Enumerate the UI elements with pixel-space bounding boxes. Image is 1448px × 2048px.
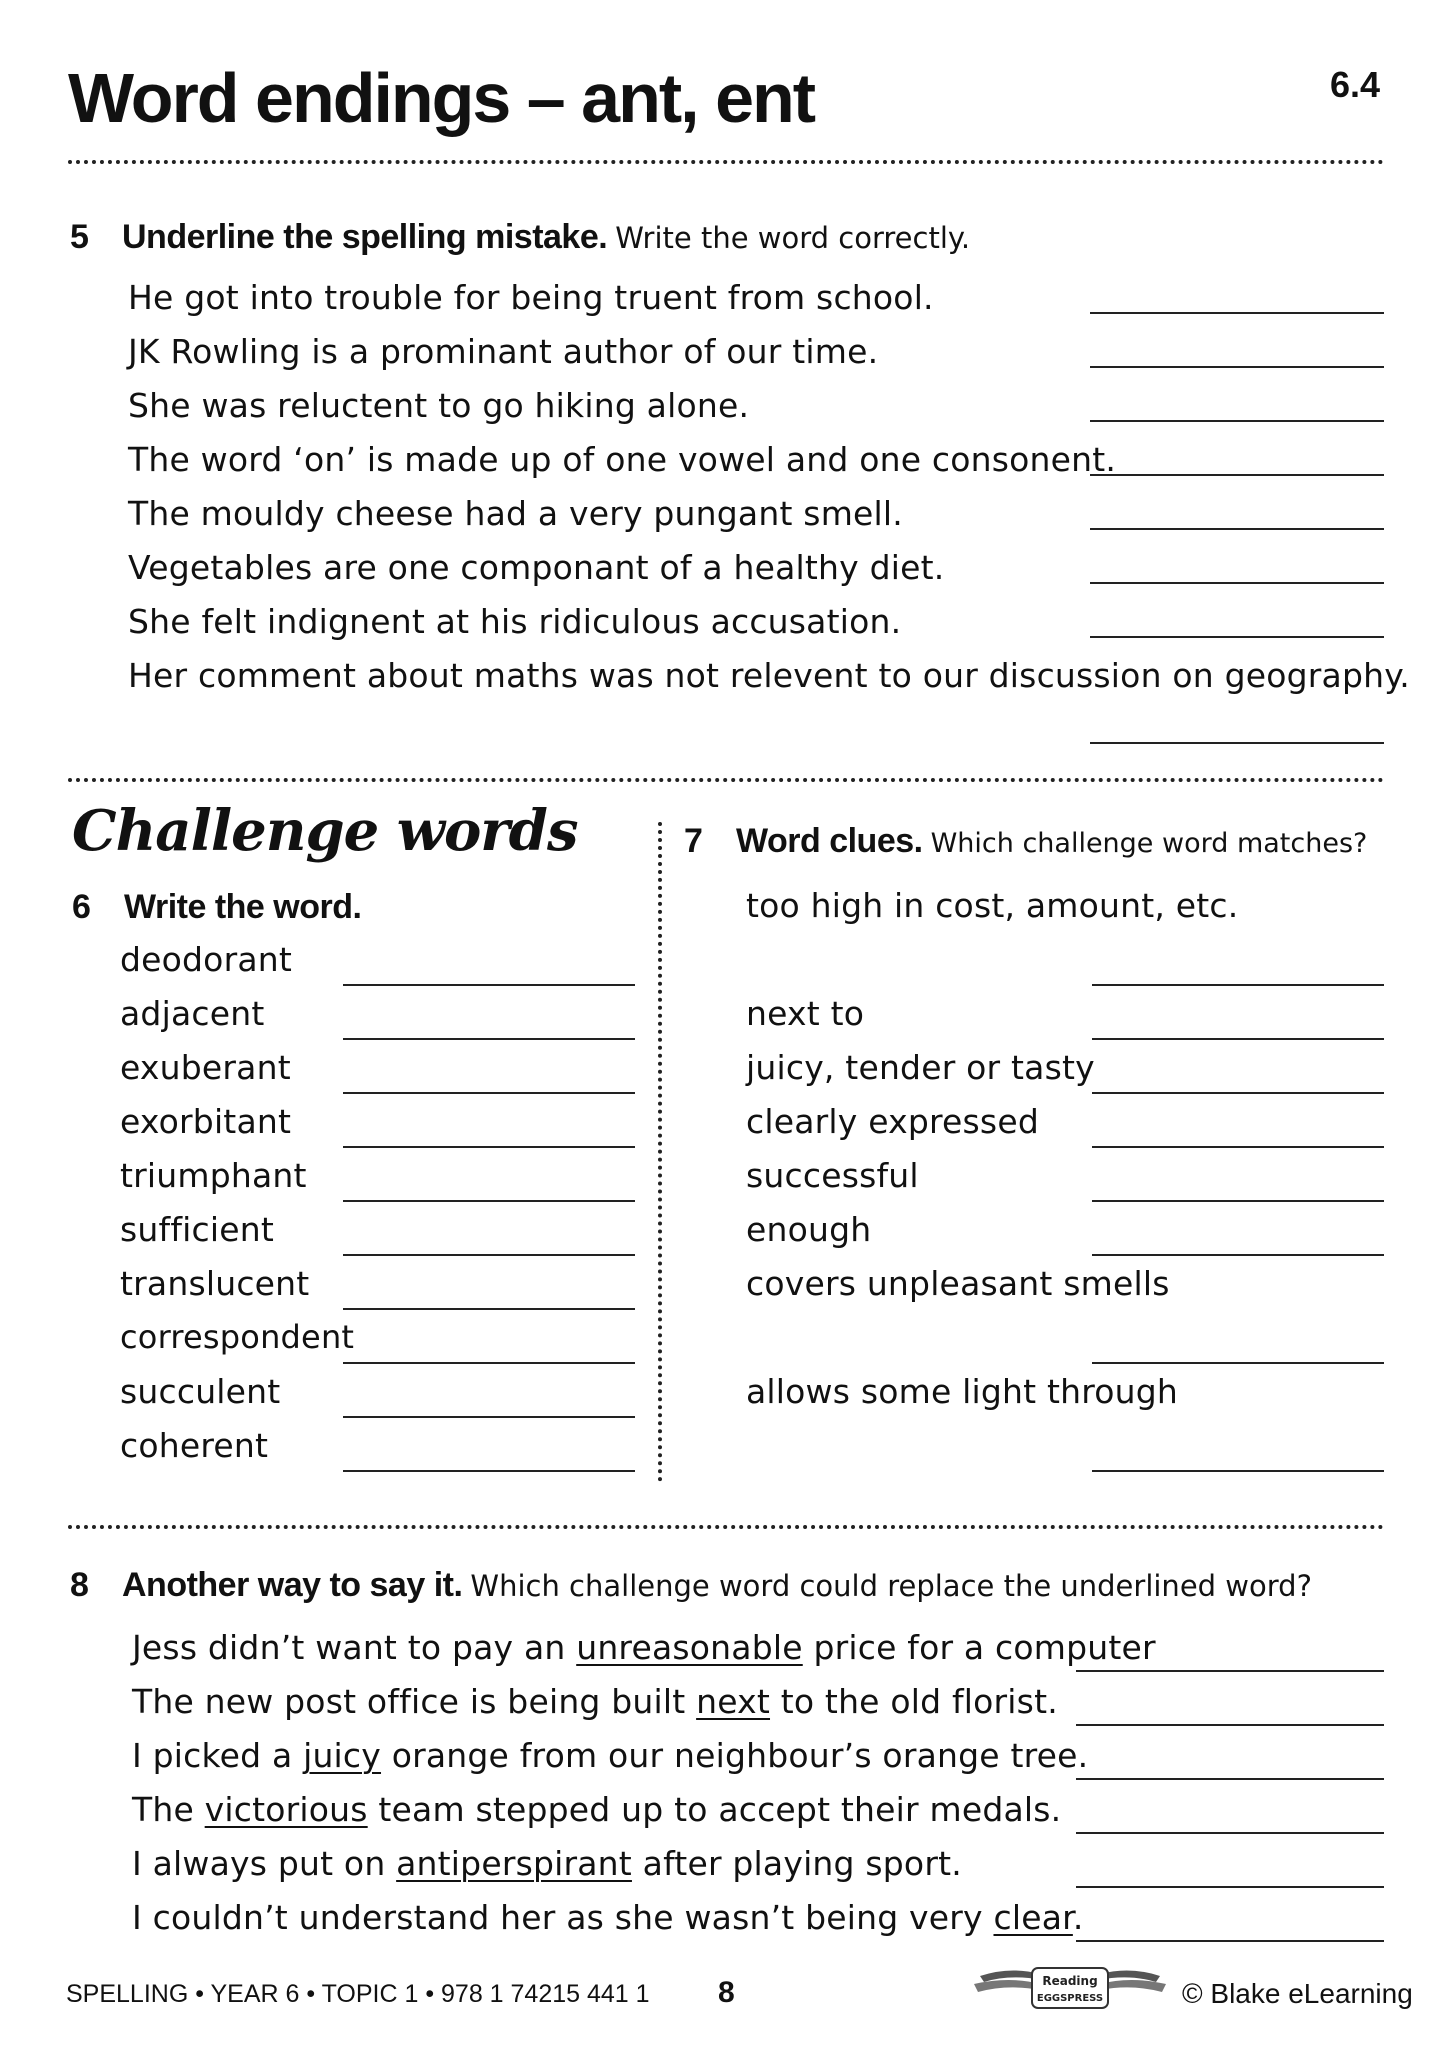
word-clue: enough (746, 1210, 872, 1249)
q8-sentence (132, 1736, 1088, 1775)
underlined-word: clear (993, 1898, 1073, 1937)
underlined-word: antiperspirant (396, 1844, 632, 1883)
question-7-heading (684, 822, 1367, 861)
divider (68, 160, 1384, 164)
answer-line[interactable] (1076, 1832, 1384, 1834)
answer-line[interactable] (343, 1200, 635, 1202)
challenge-word: triumphant (120, 1156, 307, 1195)
sentence-text: I picked a (132, 1736, 304, 1775)
sentence-text: price for a computer (802, 1628, 1156, 1667)
underlined-word: victorious (204, 1790, 368, 1829)
question-title: Write the word. (124, 888, 362, 926)
answer-line[interactable] (343, 984, 635, 986)
word-clue: next to (746, 994, 865, 1033)
q8-sentence (132, 1682, 1058, 1721)
answer-line[interactable] (1090, 582, 1384, 584)
sentence-text: Jess didn’t want to pay an (132, 1628, 577, 1667)
footer-series: SPELLING • YEAR 6 • TOPIC 1 • 978 1 74215 441 1 (66, 1980, 650, 2008)
answer-line[interactable] (1076, 1724, 1384, 1726)
sentence-text: I always put on (132, 1844, 397, 1883)
word-clue: covers unpleasant smells (746, 1264, 1170, 1303)
question-number: 8 (70, 1566, 89, 1604)
challenge-word: coherent (120, 1426, 269, 1465)
word-clue: too high in cost, amount, etc. (746, 886, 1239, 925)
page-title: Word endings – ant, ent (68, 59, 815, 137)
answer-line[interactable] (1092, 1146, 1384, 1148)
answer-line[interactable] (1090, 528, 1384, 530)
question-instruction: Write the word correctly. (615, 221, 971, 255)
answer-line[interactable] (343, 1308, 635, 1310)
answer-line[interactable] (343, 1092, 635, 1094)
question-number: 5 (70, 218, 89, 256)
word-clue: clearly expressed (746, 1102, 1039, 1141)
question-number: 7 (684, 822, 703, 860)
challenge-heading: Challenge words (72, 798, 578, 864)
q8-sentence (132, 1790, 1061, 1829)
answer-line[interactable] (1090, 636, 1384, 638)
question-8-heading (70, 1566, 1312, 1605)
sentence-text: The (132, 1790, 205, 1829)
answer-line[interactable] (343, 1038, 635, 1040)
copyright: © Blake eLearning (1182, 1978, 1413, 2009)
sentence-text: team stepped up to accept their medals. (367, 1790, 1062, 1829)
lesson-code: 6.4 (1329, 64, 1380, 105)
question-instruction: Which challenge word matches? (930, 828, 1368, 859)
answer-line[interactable] (1076, 1886, 1384, 1888)
sentence-text: orange from our neighbour’s orange tree. (381, 1736, 1089, 1775)
q8-sentence (132, 1628, 1156, 1667)
word-clue: allows some light through (746, 1372, 1179, 1411)
sentence-text: . (1072, 1898, 1084, 1937)
answer-line[interactable] (1092, 1362, 1384, 1364)
answer-line[interactable] (1092, 1092, 1384, 1094)
challenge-word: correspondent (120, 1318, 355, 1356)
answer-line[interactable] (1090, 420, 1384, 422)
answer-line[interactable] (1092, 1038, 1384, 1040)
q5-sentence: Her comment about maths was not relevent to our discussion on geography. (128, 656, 1410, 695)
answer-line[interactable] (1076, 1670, 1384, 1672)
question-6-heading (72, 888, 361, 927)
question-number: 6 (72, 888, 91, 926)
question-title: Word clues. (736, 822, 923, 860)
q5-sentence: She was reluctent to go hiking alone. (128, 386, 750, 425)
challenge-word: deodorant (120, 940, 293, 979)
answer-line[interactable] (1092, 1254, 1384, 1256)
q8-sentence (132, 1844, 962, 1883)
question-instruction: Which challenge word could replace the underlined word? (470, 1569, 1312, 1603)
question-5-heading (70, 218, 970, 257)
sentence-text: after playing sport. (631, 1844, 962, 1883)
answer-line[interactable] (1090, 474, 1384, 476)
q5-sentence: JK Rowling is a prominant author of our time. (128, 332, 879, 371)
q5-sentence: The mouldy cheese had a very pungant smell. (128, 494, 903, 533)
challenge-word: exorbitant (120, 1102, 292, 1141)
sentence-text: The new post office is being built (132, 1682, 697, 1721)
reading-eggspress-logo (970, 1962, 1170, 2014)
logo-text-eggspress: EGGSPRESS (1036, 1993, 1104, 2004)
sentence-text: to the old florist. (770, 1682, 1058, 1721)
answer-line[interactable] (343, 1362, 635, 1364)
challenge-word: adjacent (120, 994, 265, 1033)
answer-line[interactable] (343, 1254, 635, 1256)
q5-sentence: The word ‘on’ is made up of one vowel and one consonent. (128, 440, 1117, 479)
challenge-word: translucent (120, 1264, 310, 1303)
question-title: Underline the spelling mistake. (122, 218, 608, 256)
answer-line[interactable] (1092, 1470, 1384, 1472)
answer-line[interactable] (1090, 312, 1384, 314)
answer-line[interactable] (343, 1146, 635, 1148)
answer-line[interactable] (1090, 742, 1384, 744)
challenge-word: exuberant (120, 1048, 291, 1087)
logo-text-reading: Reading (1042, 1974, 1098, 1988)
divider (68, 1525, 1384, 1529)
underlined-word: juicy (303, 1736, 382, 1775)
q5-sentence: Vegetables are one componant of a healthy diet. (128, 548, 945, 587)
question-title: Another way to say it. (122, 1566, 463, 1604)
answer-line[interactable] (343, 1470, 635, 1472)
word-clue: juicy, tender or tasty (746, 1048, 1095, 1087)
q5-sentence: He got into trouble for being truent from school. (128, 278, 934, 317)
q8-sentence (132, 1898, 1084, 1937)
divider (68, 778, 1384, 782)
column-divider (658, 822, 662, 1482)
underlined-word: next (696, 1682, 771, 1721)
answer-line[interactable] (1076, 1778, 1384, 1780)
challenge-word: sufficient (120, 1210, 274, 1249)
answer-line[interactable] (1092, 984, 1384, 986)
word-clue: successful (746, 1156, 919, 1195)
page-number: 8 (718, 1976, 735, 2009)
q5-sentence: She felt indignent at his ridiculous accusation. (128, 602, 902, 641)
answer-line[interactable] (1076, 1940, 1384, 1942)
answer-line[interactable] (343, 1416, 635, 1418)
answer-line[interactable] (1090, 366, 1384, 368)
answer-line[interactable] (1092, 1200, 1384, 1202)
challenge-word: succulent (120, 1372, 281, 1411)
sentence-text: I couldn’t understand her as she wasn’t being very (132, 1898, 994, 1937)
underlined-word: unreasonable (576, 1628, 803, 1667)
